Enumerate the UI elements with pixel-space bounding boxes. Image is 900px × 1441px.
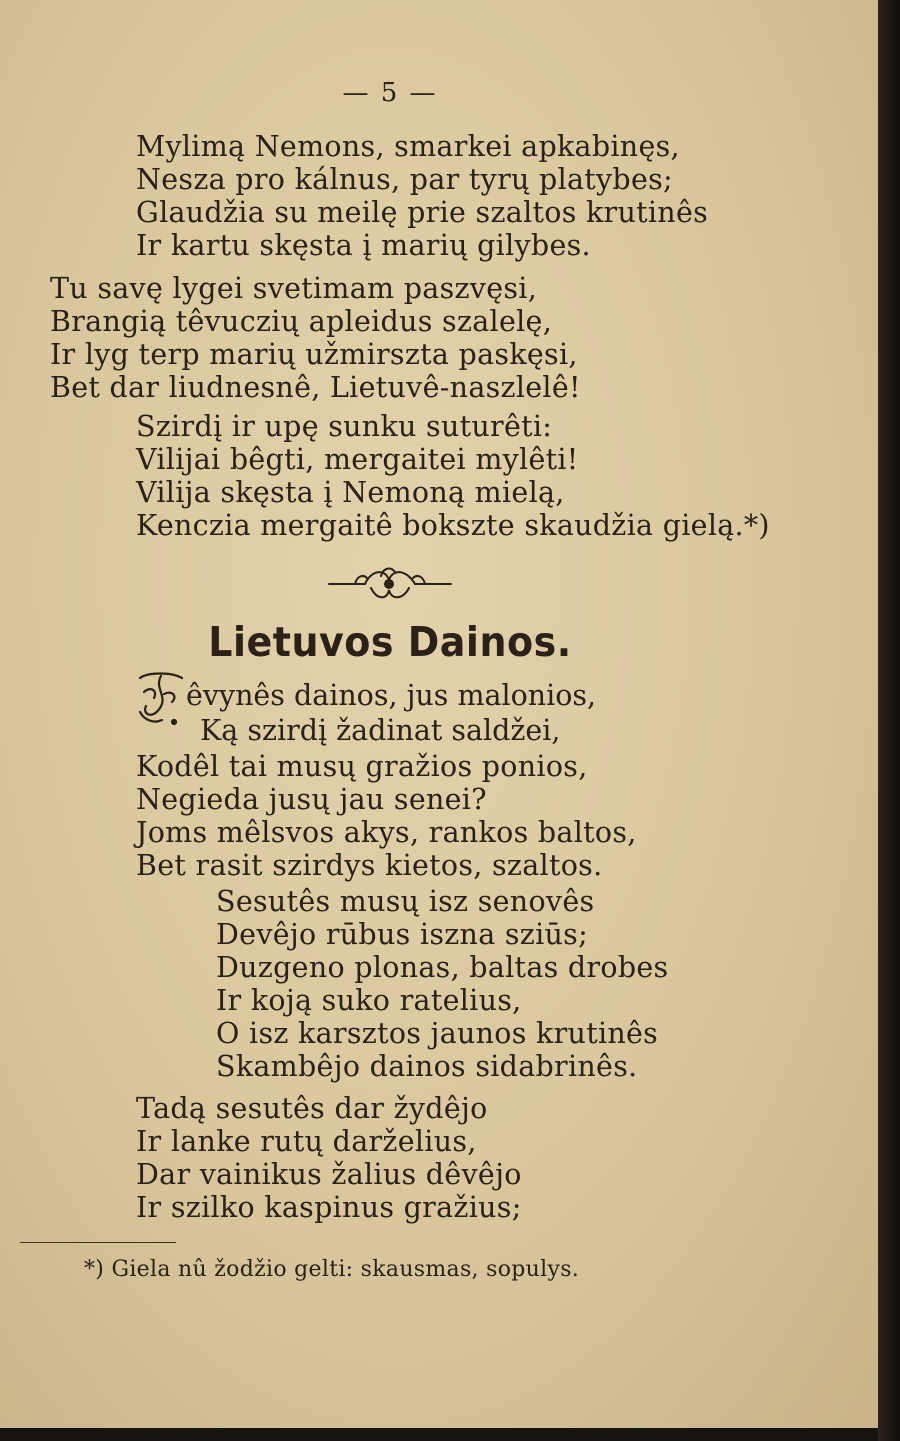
verse-line: Kenczia mergaitê bokszte skaudžia gielą.*) xyxy=(136,509,770,542)
verse-line: Bet dar liudnesnê, Lietuvê-naszlelê! xyxy=(50,371,581,404)
page-number: — 5 — xyxy=(342,78,438,108)
verse-line: Vilija skęsta į Nemoną mielą, xyxy=(136,476,565,509)
verse-line: Ir kartu skęsta į marių gilybes. xyxy=(136,229,591,262)
song-stanza-1 xyxy=(136,750,637,882)
verse-line: Ir szilko kaspinus gražius; xyxy=(136,1191,522,1224)
verse-line: Vilijai bêgti, mergaitei mylêti! xyxy=(136,443,579,476)
book-spine-edge xyxy=(878,0,900,1441)
verse-line: êvynês dainos, jus malonios, xyxy=(186,679,597,712)
verse-line: Ir lyg terp marių užmirszta paskęsi, xyxy=(50,338,578,371)
verse-line: Negieda jusų jau senei? xyxy=(136,783,487,816)
verse-line: Dar vainikus žalius dêvêjo xyxy=(136,1158,522,1191)
verse-line: Joms mêlsvos akys, rankos baltos, xyxy=(136,816,637,849)
verse-line: Mylimą Nemons, smarkei apkabinęs, xyxy=(136,130,680,163)
stanza-3 xyxy=(136,410,770,542)
verse-line: Ką szirdį žadinat saldžei, xyxy=(200,714,561,747)
stanza-2 xyxy=(50,272,581,404)
verse-line: Szirdį ir upę sunku suturêti: xyxy=(136,410,553,443)
song-stanza-2 xyxy=(216,885,668,1083)
footnote-divider xyxy=(20,1242,176,1243)
page-bottom-edge xyxy=(0,1428,878,1441)
verse-line: Bet rasit szirdys kietos, szaltos. xyxy=(136,849,603,882)
verse-line: Sesutês musų isz senovês xyxy=(216,885,595,918)
verse-line: O isz karsztos jaunos krutinês xyxy=(216,1017,659,1050)
verse-line: Ir koją suko ratelius, xyxy=(216,984,522,1017)
verse-line: Skambêjo dainos sidabrinês. xyxy=(216,1050,638,1083)
song-stanza-3 xyxy=(136,1092,522,1224)
floral-ornament-icon xyxy=(325,562,455,606)
verse-line: Devêjo rūbus iszna sziūs; xyxy=(216,918,589,951)
verse-line: Ir lanke rutų darželius, xyxy=(136,1125,477,1158)
section-title: Lietuvos Dainos. xyxy=(208,618,572,666)
verse-line: Tu savę lygei svetimam paszvęsi, xyxy=(50,272,538,305)
decorative-initial-t-icon xyxy=(134,668,186,730)
verse-line: Tadą sesutês dar žydêjo xyxy=(136,1092,488,1125)
footnote: *) Giela nû žodžio gelti: skausmas, sopulys. xyxy=(84,1257,580,1282)
verse-line: Glaudžia su meilę prie szaltos krutinês xyxy=(136,196,709,229)
verse-line: Duzgeno plonas, baltas drobes xyxy=(216,951,669,984)
verse-line: Brangią têvuczių apleidus szalelę, xyxy=(50,305,553,338)
verse-line: Kodêl tai musų gražios ponios, xyxy=(136,750,588,783)
stanza-1 xyxy=(136,130,708,262)
verse-line: Nesza pro kálnus, par tyrų platybes; xyxy=(136,163,673,196)
